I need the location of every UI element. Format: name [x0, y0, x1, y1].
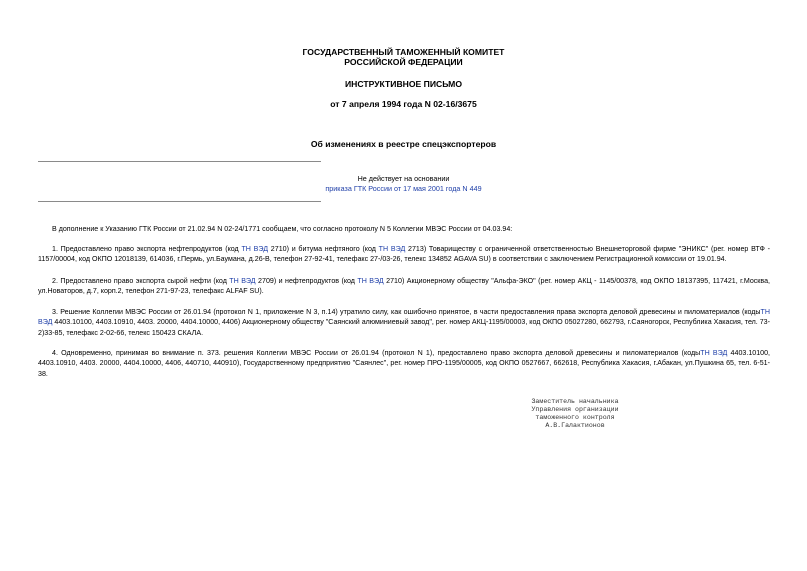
paragraph-4 [38, 348, 770, 379]
p2-text-a: 2. Предоставлено право экспорта сырой нефти (код [52, 277, 230, 285]
authority-line-1: ГОСУДАРСТВЕННЫЙ ТАМОЖЕННЫЙ КОМИТЕТ [302, 47, 505, 57]
tn-ved-link[interactable]: ТН ВЭД [38, 308, 770, 327]
status-text: Не действует на основании [357, 174, 450, 183]
p4-text-b: 4403.10100, 4403.10910, 4403. 20000, 4404.10000, 4406, 440710, 440910), Государственному предприятию "Саянлес", рег. номер ПРО-1195/00005, код ОКПО 0527667, 662618, Республика Хакасия, г.Абакан, ул.Пушкина 65, тел. 6-51-38. [38, 349, 771, 378]
p2-text-c: 2710) Акционерному обществу "Альфа-ЭКО" (рег. номер АКЦ - 1145/00378, код ОКПО 18137395, 117421, г.Москва, ул.Новаторов, д.7, корп.2, телефон 271-97-23, телефакс ALFAF SU). [38, 277, 771, 296]
signature-title-1: Заместитель начальника [531, 398, 619, 405]
repeal-order-link[interactable]: приказа ГТК России от 17 мая 2001 года N 449 [325, 184, 482, 193]
authority-line-2: РОССИЙСКОЙ ФЕДЕРАЦИИ [344, 57, 463, 67]
signature-name: А.В.Галактионов [545, 422, 605, 429]
document-type: ИНСТРУКТИВНОЕ ПИСЬМО [344, 79, 463, 89]
paragraph-2 [38, 276, 770, 297]
p1-text-b: 2710) и битума нефтяного (код [268, 245, 379, 253]
p3-text-b: 4403.10100, 4403.10910, 4403. 20000, 4404.10000, 4406) Акционерному обществу "Саянский алюминиевый завод", рег. номер АКЦ-1195/00003, код ОКПО 05027280, 662793, г.Саяногорск, Республика Хакасия, тел. 73-2)33-85, телефакс 2-02-66, телекс 150423 СКАЛА. [38, 318, 770, 337]
signature-title-3: таможенного контроля [535, 414, 615, 421]
p2-text-b: 2709) и нефтепродуктов (код [255, 277, 358, 285]
tn-ved-link[interactable]: ТН ВЭД [378, 245, 406, 253]
p4-text-a: 4. Одновременно, принимая во внимание п. 373. решения Коллегии МВЭС России от 26.01.94 (протокол N 1), предоставлено право экспорта деловой древесины и пиломатериалов (коды [52, 349, 701, 357]
p1-text-a: 1. Предоставлено право экспорта нефтепродуктов (код [52, 245, 242, 253]
divider-top [38, 161, 321, 162]
tn-ved-link[interactable]: ТН ВЭД [241, 245, 269, 253]
document-date-number: от 7 апреля 1994 года N 02-16/3675 [330, 99, 477, 109]
document-subject: Об изменениях в реестре спецэкспортеров [310, 139, 497, 149]
intro-paragraph: В дополнение к Указанию ГТК России от 21.02.94 N 02-24/1771 сообщаем, что согласно протоколу N 5 Коллегии МВЭС России от 04.03.94: [52, 225, 513, 233]
p3-text-a: 3. Решение Коллегии МВЭС России от 26.01.94 (протокол N 1, приложение N 3, п.14) утратило силу, как ошибочно принятое, в части предоставления права экспорта деловой древесины и пиломатериалов (коды [52, 308, 761, 316]
divider-bottom [38, 201, 321, 202]
tn-ved-link[interactable]: ТН ВЭД [700, 349, 728, 357]
status-link-line [0, 184, 807, 194]
tn-ved-link[interactable]: ТН ВЭД [229, 277, 256, 285]
paragraph-1 [38, 244, 770, 265]
signature-title-2: Управления организации [531, 406, 619, 413]
paragraph-3 [38, 307, 770, 338]
p1-text-c: 2713) Товариществу с ограниченной ответственностью Внешнеторговой фирме "ЭНИКС" (рег. номер ВТФ - 1157/00004, код ОКПО 12018139, 614036, г.Пермь, ул.Баумана, д.26-В, телефон 27-92-41, телефакс 27-/03-26, телекс 134852 AGAVA SU) в соответствии с заключением Регистрационной комиссии от 19.01.94. [38, 245, 770, 264]
tn-ved-link[interactable]: ТН ВЭД [357, 277, 384, 285]
